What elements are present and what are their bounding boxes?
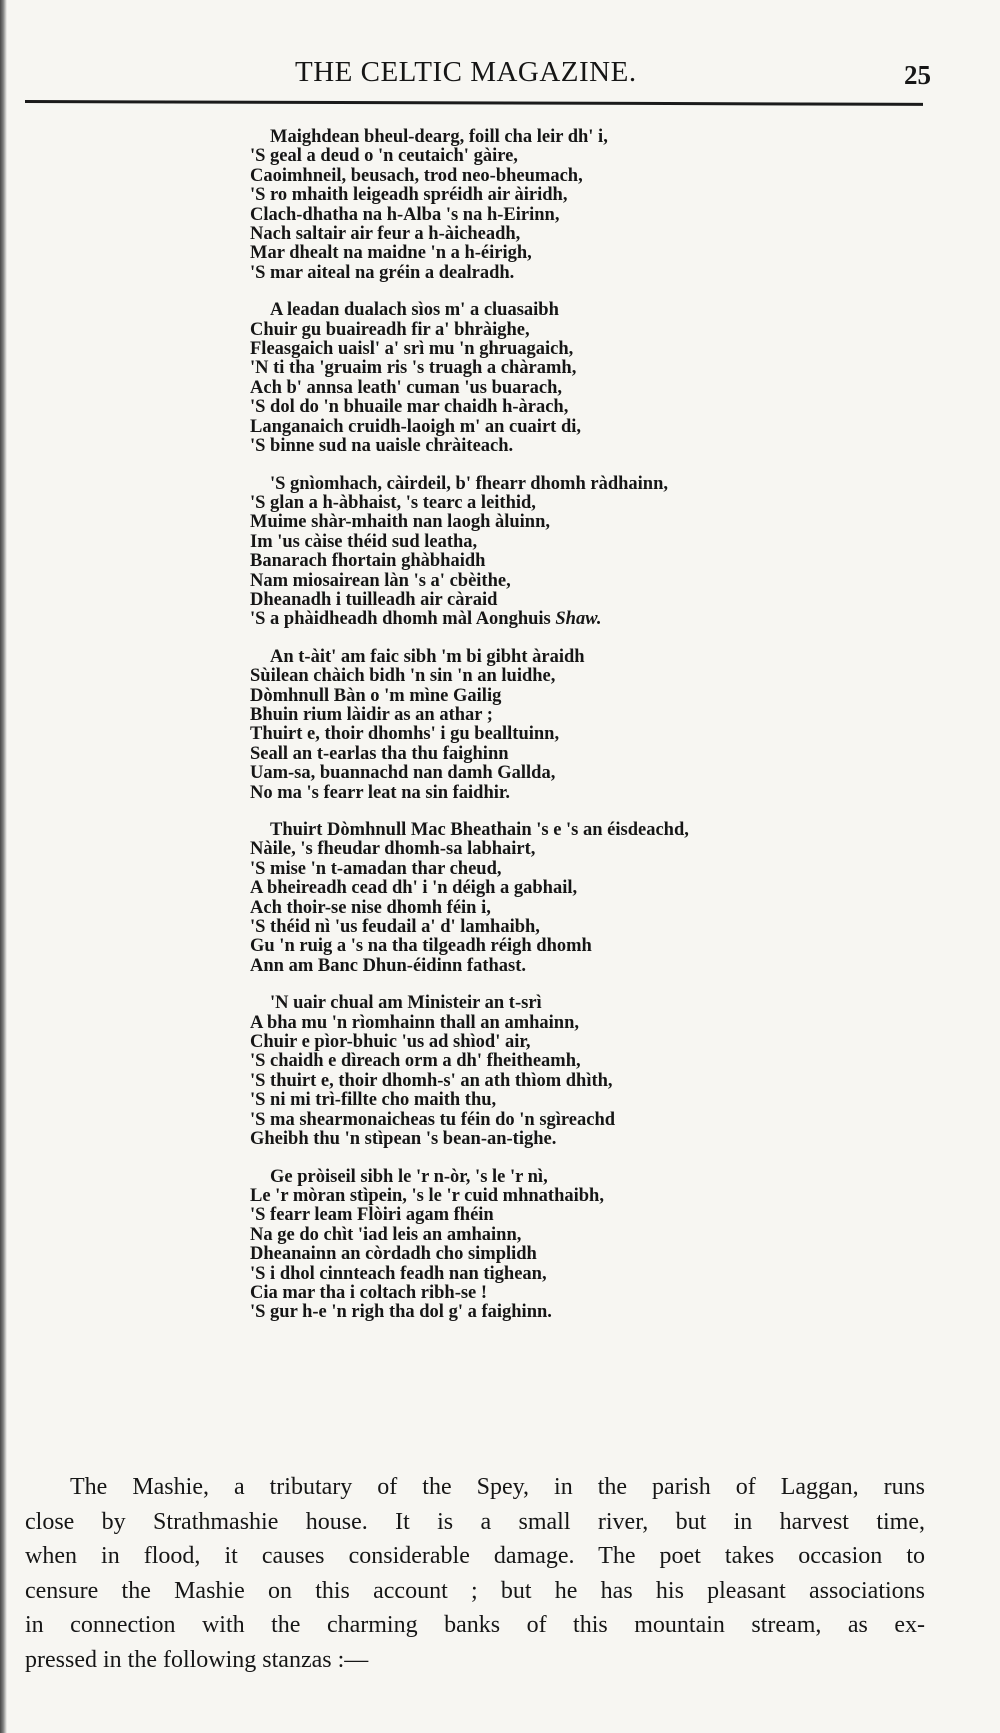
poem-stanza xyxy=(250,128,870,283)
poem-line: Chuir e pìor-bhuic 'us ad shìod' air, xyxy=(250,1032,531,1053)
poem-line: 'S geal a deud o 'n ceutaich' gàire, xyxy=(250,146,518,167)
poem-line: 'S ni mi trì-fillte cho maith thu, xyxy=(250,1090,497,1111)
prose-line: The Mashie, a tributary of the Spey, in the parish of Laggan, runs xyxy=(70,1474,925,1500)
poem-line: Thuirt e, thoir dhomhs' i gu bealltuinn, xyxy=(250,724,560,745)
poem-line: An t-àit' am faic sibh 'm bi gibht àraidh xyxy=(270,646,585,667)
poem-line: Dheanainn an còrdadh cho simplidh xyxy=(250,1244,537,1265)
poem-line: Caoimhneil, beusach, trod neo-bheumach, xyxy=(250,165,583,186)
poem-line: 'S chaidh e dìreach orm a dh' fheitheamh, xyxy=(250,1051,581,1072)
poem-line: Gheibh thu 'n stìpean 's bean-an-tighe. xyxy=(250,1129,557,1150)
running-head-title: THE CELTIC MAGAZINE. xyxy=(295,56,637,88)
poem-line: Bhuin rium làidir as an athar ; xyxy=(250,704,493,725)
poem-line: A bheireadh cead dh' i 'n déigh a gabhail, xyxy=(250,878,578,899)
poem-line: Cia mar tha i coltach ribh-se ! xyxy=(250,1282,488,1303)
poem-line: 'S thuirt e, thoir dhomh-s' an ath thìom dhìth, xyxy=(250,1070,613,1091)
poem-line: Thuirt Dòmhnull Mac Bheathain 's e 's an éisdeachd, xyxy=(270,820,689,840)
poem-line: A bha mu 'n rìomhainn thall an amhainn, xyxy=(250,1012,579,1033)
poem-line: A leadan dualach sìos m' a cluasaibh xyxy=(270,300,559,321)
poem-block xyxy=(250,128,870,1341)
poem-line: 'N ti tha 'gruaim ris 's truagh a chàramh, xyxy=(250,358,577,379)
poem-line: 'N uair chual am Ministeir an t-srì xyxy=(270,993,542,1014)
poem-line: 'S mar aiteal na gréin a dealradh. xyxy=(250,262,515,283)
poem-line: 'S dol do 'n bhuaile mar chaidh h-àrach, xyxy=(250,397,569,418)
prose-line: censure the Mashie on this account ; but he has his pleasant associations xyxy=(25,1577,925,1604)
poem-stanza xyxy=(250,821,870,976)
prose-line: pressed in the following stanzas :— xyxy=(25,1646,369,1673)
poem-line: 'S théid nì 'us feudail a' d' lamhaibh, xyxy=(250,917,540,938)
header-rule xyxy=(25,100,923,106)
poem-line: Banarach fhortain ghàbhaidh xyxy=(250,551,486,572)
poem-line: Ach thoir-se nise dhomh féin i, xyxy=(250,897,491,918)
poem-line: Nàile, 's fheudar dhomh-sa labhairt, xyxy=(250,839,536,860)
poem-line: Ge pròiseil sibh le 'r n-òr, 's le 'r nì, xyxy=(270,1166,548,1187)
poem-line: Im 'us càise théid sud leatha, xyxy=(250,531,478,552)
poem-line: Na ge do chìt 'iad leis an amhainn, xyxy=(250,1224,522,1245)
poem-stanza xyxy=(250,648,870,803)
poem-line: Muime shàr-mhaith nan laogh àluinn, xyxy=(250,512,551,533)
poem-line: 'S ma shearmonaicheas tu féin do 'n sgìreachd xyxy=(250,1109,616,1130)
poem-line: 'S ro mhaith leigeadh spréidh air àiridh, xyxy=(250,185,568,206)
poem-line: Sùilean chàich bidh 'n sin 'n an luidhe, xyxy=(250,666,556,687)
poem-line: Nam miosairean làn 's a' cbèithe, xyxy=(250,570,511,591)
italic-word: Shaw. xyxy=(555,609,602,630)
poem-line: Fleasgaich uaisl' a' srì mu 'n ghruagaich, xyxy=(250,339,574,360)
poem-stanza xyxy=(250,1168,870,1323)
poem-line: Maighdean bheul-dearg, foill cha leir dh' i, xyxy=(270,127,608,147)
prose-line: in connection with the charming banks of this mountain stream, as ex- xyxy=(25,1612,925,1638)
poem-line: Ach b' annsa leath' cuman 'us buarach, xyxy=(250,377,562,398)
poem-line: Dheanadh i tuilleadh air càraid xyxy=(250,589,498,610)
poem-stanza xyxy=(250,475,870,630)
poem-line: 'S gur h-e 'n righ tha dol g' a faighinn. xyxy=(250,1302,552,1323)
poem-stanza xyxy=(250,994,870,1149)
prose-line: when in flood, it causes considerable damage. The poet takes occasion to xyxy=(25,1543,925,1569)
poem-line: 'S a phàidheadh dhomh màl Aonghuis Shaw. xyxy=(250,609,602,630)
poem-line: 'S binne sud na uaisle chràiteach. xyxy=(250,436,514,457)
poem-line: 'S i dhol cinnteach feadh nan tighean, xyxy=(250,1263,547,1284)
poem-line: Gu 'n ruig a 's na tha tilgeadh réigh dhomh xyxy=(250,936,592,957)
prose-line: close by Strathmashie house. It is a small river, but in harvest time, xyxy=(25,1508,925,1535)
poem-line: Chuir gu buaireadh fir a' bhràighe, xyxy=(250,319,530,340)
poem-stanza xyxy=(250,301,870,456)
poem-line: Ann am Banc Dhun-éidinn fathast. xyxy=(250,955,527,976)
poem-line: Clach-dhatha na h-Alba 's na h-Eirinn, xyxy=(250,204,560,225)
prose-paragraph xyxy=(25,1470,925,1677)
poem-line: 'S mise 'n t-amadan thar cheud, xyxy=(250,858,502,879)
poem-line: 'S glan a h-àbhaist, 's tearc a leithid, xyxy=(250,492,536,513)
poem-line: Le 'r mòran stìpein, 's le 'r cuid mhnathaibh, xyxy=(250,1185,604,1206)
poem-line: No ma 's fearr leat na sin faidhir. xyxy=(250,782,511,803)
poem-line: Mar dhealt na maidne 'n a h-éirigh, xyxy=(250,243,532,264)
poem-line: 'S gnìomhach, càirdeil, b' fhearr dhomh ràdhainn, xyxy=(270,473,668,494)
page-number: 25 xyxy=(904,60,931,90)
poem-line: 'S fearr leam Flòiri agam fhéin xyxy=(250,1205,494,1226)
poem-line: Langanaich cruidh-laoigh m' an cuairt di, xyxy=(250,416,581,437)
poem-line: Dòmhnull Bàn o 'm mìne Gailig xyxy=(250,685,502,706)
poem-line: Seall an t-earlas tha thu faighinn xyxy=(250,743,509,764)
page-binding-edge xyxy=(0,0,7,1733)
poem-line: Nach saltair air feur a h-àicheadh, xyxy=(250,224,521,245)
poem-line: Uam-sa, buannachd nan damh Gallda, xyxy=(250,763,556,784)
